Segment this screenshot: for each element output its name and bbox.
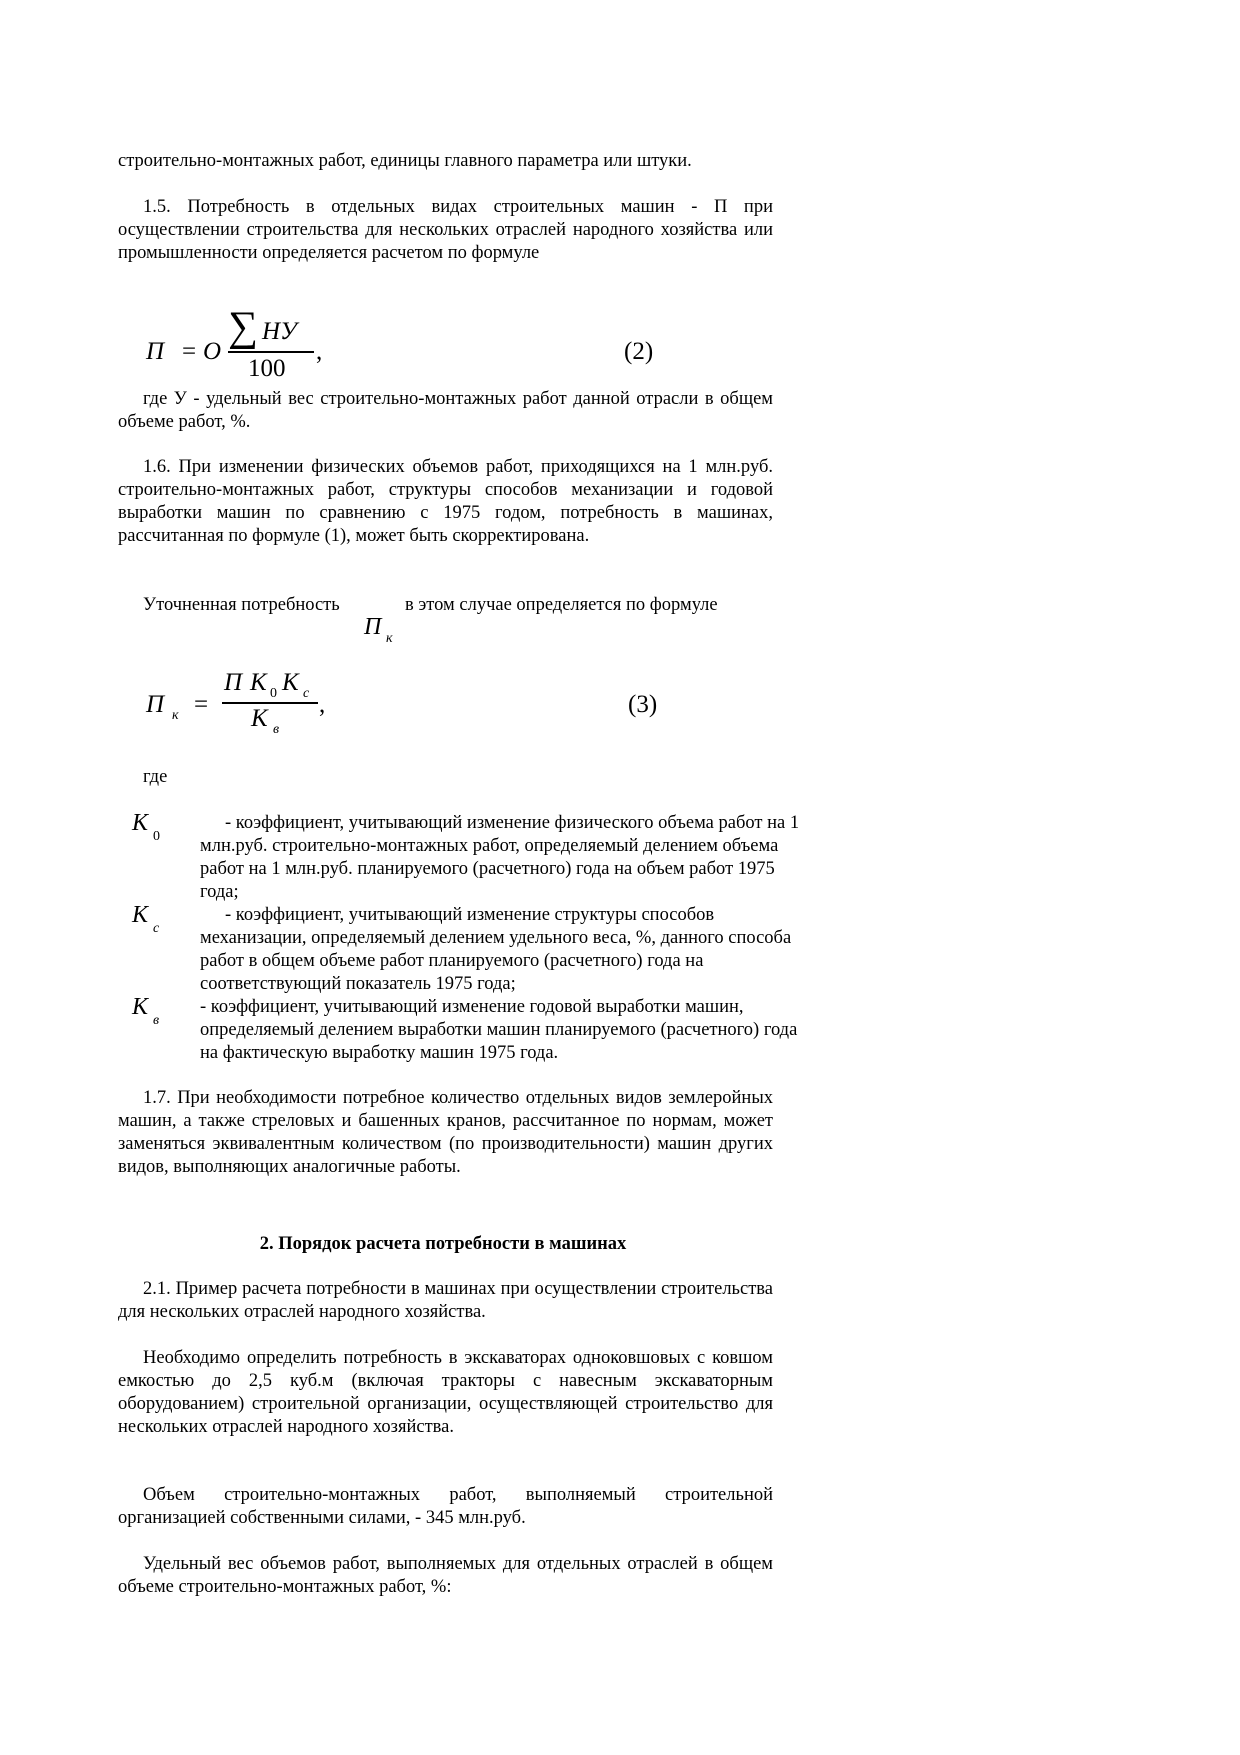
paragraph-2-1: 2.1. Пример расчета потребности в машинах при осуществлении строительства для нескольких отраслей народного хозяйства. — [118, 1279, 773, 1322]
k0-symbol: К — [132, 810, 148, 836]
formula2-number: (2) — [624, 338, 654, 365]
formula3-den-sub: в — [273, 722, 280, 737]
paragraph-1-7: 1.7. При необходимости потребное количество отдельных видов землеройных машин, а также стреловых и башенных кранов, рассчитанное по нормам, может заменяться эквивалентным количеством (по производительности) машин других видов, выполняющих аналогичные работы. — [118, 1088, 773, 1177]
paragraph-1-5: 1.5. Потребность в отдельных видах строительных машин - П при осуществлении строительства для нескольких отраслей народного хозяйства или промышленности определяется расчетом по формуле — [118, 197, 773, 263]
formula3-number: (3) — [628, 691, 658, 718]
kc-description: - коэффициент, учитывающий изменение структуры способов механизации, определяемый делением удельного веса, %, данного способа работ в общем объеме работ планируемого (расчетного) года на соответствующий показатель 1975 года; — [200, 905, 792, 994]
formula2-equals: = — [182, 338, 197, 365]
kv-subscript: в — [153, 1013, 160, 1028]
formula3-fraction-bar — [222, 702, 318, 704]
sigma-symbol: ∑ — [228, 304, 258, 350]
formula3-num-subc: с — [303, 686, 310, 701]
formula3-lhs-subscript: к — [172, 708, 179, 723]
formula3-equals: = — [194, 691, 209, 718]
paragraph-continuation: строительно-монтажных работ, единицы главного параметра или штуки. — [118, 151, 692, 171]
kc-subscript: с — [153, 921, 160, 936]
formula2-denominator: 100 — [248, 355, 286, 382]
paragraph-excavators: Необходимо определить потребность в экскаваторах одноковшовых с ковшом емкостью до 2,5 куб.м (включая тракторы с навесным экскаваторным оборудованием) строительной организации, осуществляющей строительство для нескольких отраслей народного хозяйства. — [118, 1348, 773, 1437]
formula2-comma: , — [316, 338, 323, 365]
inline-p-symbol: П — [364, 614, 382, 640]
formula3-num-kc: К — [282, 669, 299, 696]
k0-description: - коэффициент, учитывающий изменение физического объема работ на 1 млн.руб. строительно-монтажных работ, определяемый делением объема работ на 1 млн.руб. планируемого (расчетного) года на объем работ 1975 года; — [200, 813, 800, 902]
formula3-num-p: П — [224, 669, 243, 696]
paragraph-volume: Объем строительно-монтажных работ, выполняемый строительной организацией собственными силами, - 345 млн.руб. — [118, 1485, 773, 1528]
where-label: где — [143, 767, 168, 787]
formula2-numerator: НУ — [262, 318, 297, 345]
formula3-den-k: К — [251, 705, 268, 732]
kv-symbol: К — [132, 994, 148, 1020]
kc-symbol: К — [132, 902, 148, 928]
paragraph-1-6: 1.6. При изменении физических объемов работ, приходящихся на 1 млн.руб. строительно-монтажных работ, структуры способов механизации и годовой выработки машин по сравнению с 1975 годом, потребность в машинах, рассчитанная по формуле (1), может быть скорректирована. — [118, 457, 773, 546]
formula2-o: О — [203, 338, 222, 365]
formula2-lhs: П — [146, 338, 165, 365]
kv-description: - коэффициент, учитывающий изменение годовой выработки машин, определяемый делением выработки машин планируемого (расчетного) года на фактическую выработку машин 1975 года. — [200, 997, 798, 1063]
formula3-comma: , — [319, 691, 326, 718]
k0-subscript: 0 — [153, 829, 160, 844]
formula3-lhs: П — [146, 691, 165, 718]
paragraph-share: Удельный вес объемов работ, выполняемых для отдельных отраслей в общем объеме строительно-монтажных работ, %: — [118, 1554, 773, 1597]
refined-need-rest: в этом случае определяется по формуле — [405, 595, 718, 615]
formula2-fraction-bar — [228, 351, 314, 353]
section-heading: 2. Порядок расчета потребности в машинах — [259, 1234, 627, 1254]
inline-p-subscript: к — [386, 631, 393, 646]
formula3-num-k0: К — [250, 669, 267, 696]
paragraph-where-u: где У - удельный вес строительно-монтажных работ данной отрасли в общем объеме работ, %. — [118, 389, 773, 432]
refined-need-label: Уточненная потребность — [143, 595, 340, 615]
formula3-num-sub0: 0 — [270, 686, 277, 701]
